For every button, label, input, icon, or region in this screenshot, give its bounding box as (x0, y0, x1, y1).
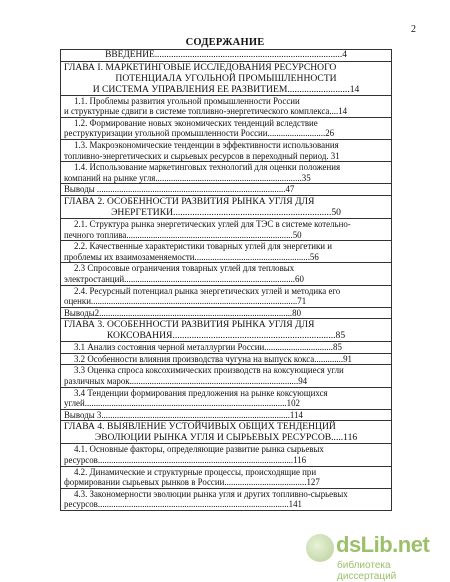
toc-entry-line: ГЛАВА I. МАРКЕТИНГОВЫЕ ИССЛЕДОВАНИЯ РЕСУРСНОГО (64, 61, 337, 73)
toc-entry-line: 3.4 Тенденции формирования предложения на рынке коксующихся (74, 387, 328, 398)
page-number: 2 (411, 24, 416, 35)
watermark (306, 530, 446, 582)
toc-entry (61, 183, 391, 195)
toc-entry-line: различных марок............................................................................94 (64, 376, 308, 387)
toc-entry (61, 488, 391, 510)
toc-entry-line: электростанций.............................................................................60 (64, 273, 304, 284)
toc-entry-line: ЭВОЛЮЦИИ РЫНКА УГЛЯ И СЫРЬЕВЫХ РЕСУРСОВ.....116 (94, 432, 358, 444)
toc-entry-line: оценки.............................................................................................71 (64, 296, 307, 307)
toc-entry (61, 262, 391, 284)
toc-entry-line: 2.2. Качественные характеристики товарных углей для энергетики и (74, 241, 333, 252)
toc-entry (61, 117, 391, 139)
toc-entry-line: ГЛАВА 4. ВЫЯВЛЕНИЕ УСТОЙЧИВЫХ ОБЩИХ ТЕНДЕНЦИЙ (64, 421, 336, 433)
toc-entry-line: 3.2 Особенности влияния производства чугуна на выпуск кокса.............91 (74, 353, 352, 364)
toc-entry (61, 285, 391, 307)
toc-entry-line: 2.4. Ресурсный потенциал рынка энергетических углей и методика его (74, 285, 341, 296)
toc-entry-line: топливно-энергетических и сырьевых ресурсов в переходный период. 31 (64, 150, 340, 161)
toc-entry (61, 409, 391, 421)
toc-chapter-entry (61, 318, 391, 341)
toc-entry-line: 2.3 Спросовые ограничения товарных углей для тепловых (74, 263, 295, 274)
toc-chapter-entry (61, 420, 391, 443)
toc-entry-line: ВВЕДЕНИЕ................................................................................4 (105, 50, 347, 60)
toc-entry-line: формировании сырьевых рынков в России.....................................127 (64, 477, 320, 488)
toc-entry-line: 4.2. Динамические и структурные процессы, происходящие при (74, 466, 317, 477)
watermark-logo: dsLib.net (336, 532, 430, 557)
toc-entry-line: ресурсов........................................................................................116 (64, 455, 307, 466)
toc-entry-line: компаний на рынке угля..................................................................35 (64, 172, 311, 183)
table-of-contents (60, 49, 392, 511)
toc-entry-line: печного топлива...........................................................................50 (64, 229, 302, 240)
toc-entry-line: проблемы их взаимозаменяемости....................................................56 (64, 251, 319, 262)
toc-entry-line: 1.1. Проблемы развития угольной промышленности России (74, 95, 300, 106)
toc-entry-line: ЭНЕРГЕТИКИ..................................................................50 (111, 206, 341, 218)
toc-entry-line: ресурсов......................................................................................141 (64, 499, 302, 510)
toc-entry (61, 95, 391, 117)
toc-entry-line: 1.4. Использование маркетинговых технологий для оценки положения (74, 162, 341, 173)
toc-entry-line: 4.1. Основные факторы, определяющие развитие рынка сырьевых (74, 444, 324, 455)
toc-entry (61, 139, 391, 161)
toc-entry-line: 3.3 Оценка спроса коксохимических производств на коксующиеся угли (74, 365, 344, 376)
toc-chapter-entry (61, 195, 391, 218)
toc-entry (61, 218, 391, 240)
toc-entry (61, 364, 391, 386)
toc-entry-line: ГЛАВА 3. ОСОБЕННОСТИ РАЗВИТИЯ РЫНКА УГЛЯ ДЛЯ (64, 319, 315, 331)
toc-entry-line: реструктуризации угольной промышленности России..........................26 (64, 128, 335, 139)
toc-entry (61, 240, 391, 262)
toc-entry-line: 4.3. Закономерности эволюции рынка угля и других топливно-сырьевых (74, 488, 348, 499)
toc-entry (61, 387, 391, 409)
toc-intro-entry (61, 49, 391, 61)
toc-entry-line: Выводы 3.....................................................................................114 (64, 409, 303, 420)
toc-entry-line: 2.1. Структура рынка энергетических углей для ТЭС в системе котельно- (74, 218, 351, 229)
toc-entry-line: и структурные сдвиги в системе топливно-энергетического комплекса....14 (64, 106, 348, 117)
toc-entry (61, 307, 391, 319)
toc-entry-line: 1.2. Формирование новых экономических тенденций вследствие (74, 117, 318, 128)
toc-entry-line: 1.3. Макроэкономические тенденции в эффективности использования (74, 139, 339, 150)
toc-entry-line: 3.1 Анализ состояния черной металлургии России...............................85 (74, 342, 342, 353)
watermark-subtitle: библиотека диссертаций (337, 560, 397, 582)
toc-entry-line: И СИСТЕМА УПРАВЛЕНИЯ ЕЕ РАЗВИТИЕМ..........................14 (92, 83, 360, 95)
toc-entry-line: Выводы2.......................................................................................80 (64, 307, 302, 318)
toc-entry (61, 341, 391, 353)
toc-entry-line: Выводы .....................................................................................47 (64, 184, 295, 195)
toc-entry-line: углей...........................................................................................102 (64, 398, 300, 409)
dslib-logo-icon (306, 534, 334, 562)
toc-entry-line: ГЛАВА 2. ОСОБЕННОСТИ РАЗВИТИЯ РЫНКА УГЛЯ ДЛЯ (64, 195, 315, 207)
toc-entry (61, 466, 391, 488)
toc-chapter-entry (61, 61, 391, 95)
toc-entry-line: КОКСОВАНИЯ....................................................................85 (106, 330, 346, 342)
toc-entry (61, 353, 391, 365)
document-title: СОДЕРЖАНИЕ (185, 37, 265, 48)
toc-entry-line: ПОТЕНЦИАЛА УГОЛЬНОЙ ПРОМЫШЛЕННОСТИ (115, 72, 337, 84)
toc-entry (61, 161, 391, 183)
toc-entry (61, 443, 391, 465)
